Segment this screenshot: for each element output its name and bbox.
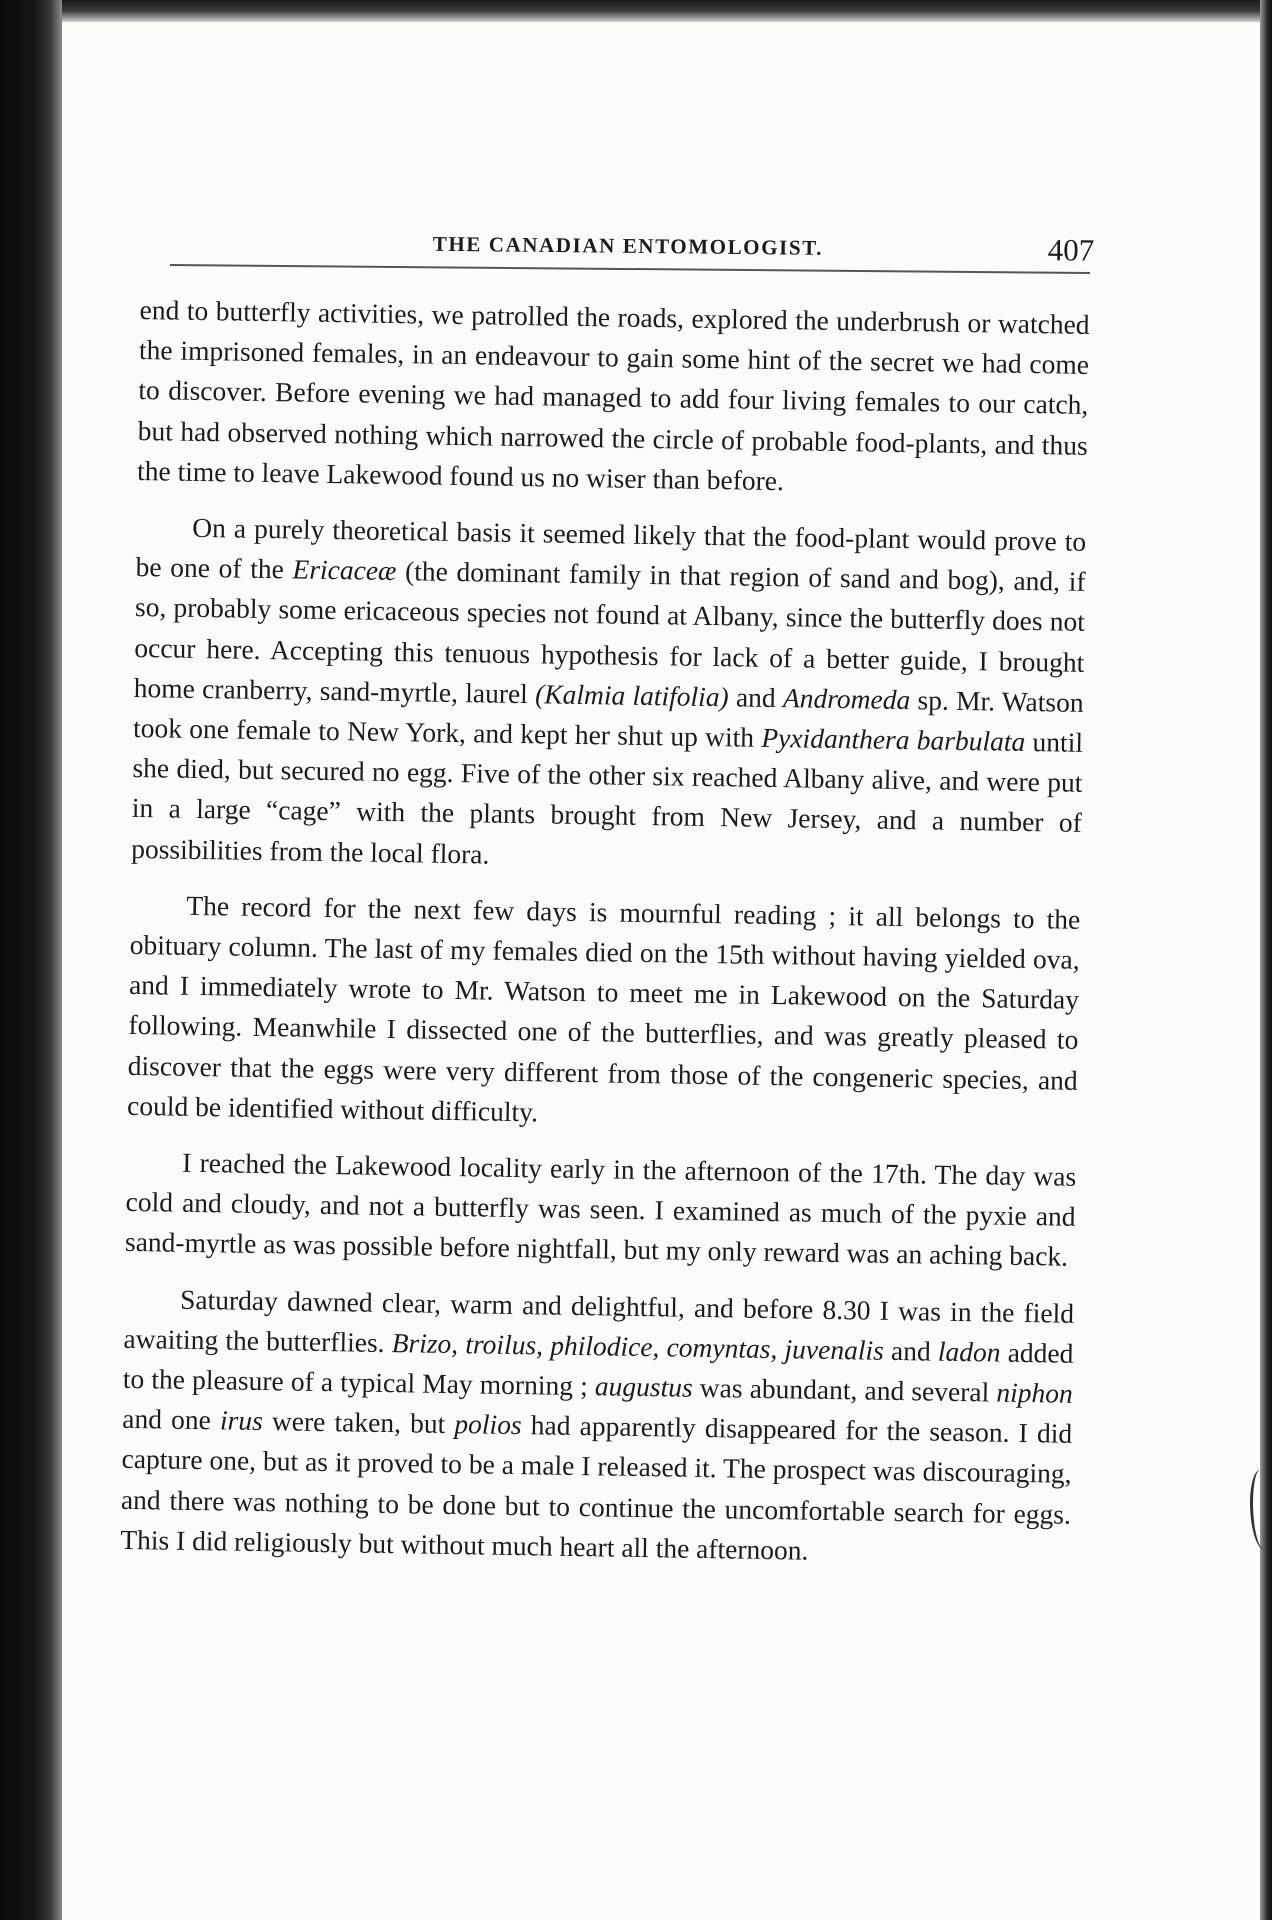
page-number: 407: [1047, 232, 1095, 268]
italic-text: irus: [219, 1404, 264, 1437]
article-body: [120, 290, 1090, 1591]
page-right-edge: [1260, 0, 1272, 1920]
italic-text: ladon: [937, 1335, 1001, 1368]
text-run: (the dominant family in that region of sand and bog), and, if so, probably some ericaceous species not found at Albany, since the butterfly does not occur here. Accepting this tenuous hypothesis for lack of a better guide, I brought home cranberry, sand-myrtle, laurel: [133, 555, 1086, 710]
text-run: until she died, but secured no egg. Five of the other six reached Albany alive, and were put in a large “cage” with the plants brought from New Jersey, and a number of possibilities from the local flora.: [130, 725, 1084, 870]
page-top-edge: [62, 0, 1260, 22]
text-run: was abundant, and several: [692, 1371, 997, 1408]
italic-text: Pyxidanthera barbulata: [761, 721, 1026, 757]
text-run: and: [883, 1334, 939, 1367]
italic-text: Andromeda: [782, 681, 911, 715]
text-run: added to the pleasure of a typical May morning ;: [122, 1336, 1074, 1402]
italic-text: Brizo, troilus, philodice, comyntas, juvenalis: [391, 1326, 885, 1366]
italic-text: (Kalmia latifolia): [534, 678, 729, 713]
paragraph: [127, 885, 1081, 1141]
paragraph: [125, 1142, 1077, 1278]
paragraph: [120, 1279, 1074, 1575]
text-run: and one: [122, 1403, 221, 1436]
text-run: end to butterfly activities, we patrolled the roads, explored the underbrush or watched the imprisoned females, in an endeavour to gain some hint of the secret we had come to discover. Before evening we had managed to add four living females to our catch, but had observed nothing which narrowed the circle of probable food-plants, and thus the time to leave Lakewood found us no wiser than before.: [136, 293, 1090, 496]
text-run: The record for the next few days is mournful reading ; it all belongs to the obituary column. The last of my females died on the 15th without having yielded ova, and I immediately wrote to Mr. Watson to meet me in Lakewood on the Saturday following. Meanwhile I dissected one of the butterflies, and was greatly pleased to discover that the eggs were very different from those of the congeneric species, and could be identified without difficulty.: [126, 889, 1081, 1128]
book-spine-shadow: [0, 0, 62, 1920]
paragraph: [131, 507, 1087, 884]
text-run: had apparently disappeared for the season. I did capture one, but as it proved to be a male I released it. The prospect was discouraging, and there was nothing to be done but to continue the uncomfortable search for eggs. This I did religiously but without much heart all the afternoon.: [120, 1409, 1073, 1566]
italic-text: niphon: [996, 1376, 1074, 1409]
italic-text: polios: [454, 1408, 522, 1441]
running-title: THE CANADIAN ENTOMOLOGIST.: [432, 231, 824, 260]
text-run: I reached the Lakewood locality early in the afternoon of the 17th. The day was cold and cloudy, and not a butterfly was seen. I examined as much of the pyxie and sand-myrtle as was possible before nightfall, but my only reward was an aching back.: [124, 1146, 1077, 1273]
italic-text: Ericaceæ: [292, 553, 397, 587]
text-run: and: [728, 681, 784, 713]
text-run: were taken, but: [262, 1405, 455, 1440]
text-run: On a purely theoretical basis it seemed likely that the food-plant would prove to be one of the: [135, 511, 1087, 585]
text-run: sp. Mr. Watson took one female to New York, and kept her shut up with: [132, 683, 1084, 753]
paragraph: [137, 290, 1090, 506]
text-run: Saturday dawned clear, warm and delightful, and before 8.30 I was in the field awaiting the butterflies.: [123, 1283, 1075, 1358]
italic-text: augustus: [594, 1370, 693, 1403]
